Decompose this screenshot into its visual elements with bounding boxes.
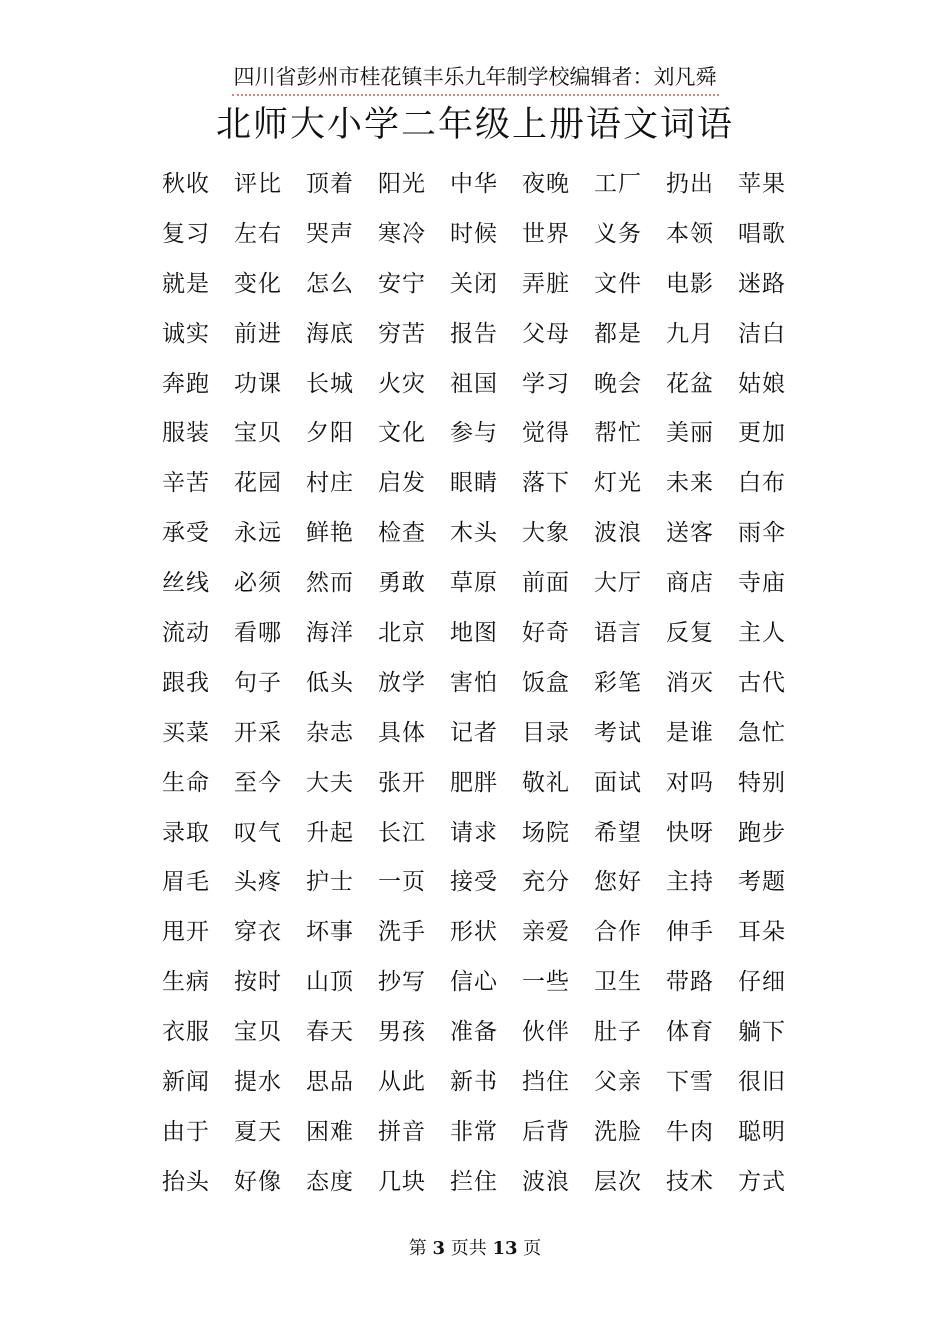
- vocabulary-word: 必须: [234, 570, 282, 597]
- vocabulary-word: 左右: [234, 220, 282, 247]
- footer-middle: 页共: [450, 1238, 487, 1259]
- vocabulary-word: 跟我: [162, 669, 210, 696]
- vocabulary-word: 承受: [162, 520, 210, 547]
- vocabulary-word: 抬头: [162, 1168, 210, 1195]
- vocabulary-word: 头疼: [234, 869, 282, 896]
- vocabulary-word: 顶着: [306, 171, 354, 197]
- vocabulary-word: 波浪: [594, 520, 642, 547]
- vocabulary-word: 饭盒: [522, 669, 570, 696]
- vocabulary-word: 学习: [522, 370, 570, 397]
- vocabulary-word: 时候: [450, 220, 498, 247]
- vocabulary-word: 很旧: [738, 1069, 786, 1096]
- vocabulary-word: 眼睛: [450, 470, 498, 497]
- vocabulary-word: 宝贝: [234, 1019, 282, 1046]
- vocabulary-word: 拦住: [450, 1168, 498, 1195]
- vocabulary-word: 更加: [738, 420, 786, 447]
- vocabulary-word: 伙伴: [522, 1019, 570, 1046]
- vocabulary-word: 害怕: [450, 669, 498, 696]
- vocabulary-word: 永远: [234, 520, 282, 547]
- word-list: [162, 160, 812, 1208]
- vocabulary-word: 检查: [378, 520, 426, 547]
- vocabulary-word: 春天: [306, 1019, 354, 1046]
- vocabulary-word: 参与: [450, 420, 498, 447]
- vocabulary-word: 大厅: [594, 570, 642, 597]
- vocabulary-word: 海洋: [306, 620, 354, 647]
- vocabulary-word: 考试: [594, 719, 642, 746]
- vocabulary-word: 姑娘: [738, 370, 786, 397]
- vocabulary-word: 句子: [234, 669, 282, 696]
- vocabulary-word: 穷苦: [378, 320, 426, 347]
- vocabulary-word: 苹果: [738, 171, 786, 197]
- vocabulary-word: 中华: [450, 171, 498, 197]
- vocabulary-word: 放学: [378, 669, 426, 696]
- document-header: [0, 62, 950, 96]
- vocabulary-word: 夏天: [234, 1118, 282, 1145]
- vocabulary-word: 怎么: [306, 270, 354, 297]
- vocabulary-word: 眉毛: [162, 869, 210, 896]
- vocabulary-word: 快呀: [666, 819, 714, 846]
- vocabulary-word: 灯光: [594, 470, 642, 497]
- vocabulary-word: 准备: [450, 1019, 498, 1046]
- vocabulary-word: 草原: [450, 570, 498, 597]
- vocabulary-word: 宝贝: [234, 420, 282, 447]
- vocabulary-word: 未来: [666, 470, 714, 497]
- vocabulary-word: 启发: [378, 470, 426, 497]
- vocabulary-word: 夜晚: [522, 171, 570, 197]
- vocabulary-word: 觉得: [522, 420, 570, 447]
- vocabulary-word: 按时: [234, 969, 282, 996]
- vocabulary-word: 敬礼: [522, 769, 570, 796]
- vocabulary-word: 抄写: [378, 969, 426, 996]
- vocabulary-word: 生命: [162, 769, 210, 796]
- vocabulary-word: 流动: [162, 620, 210, 647]
- vocabulary-word: 长城: [306, 370, 354, 397]
- vocabulary-word: 坏事: [306, 919, 354, 946]
- vocabulary-word: 帮忙: [594, 420, 642, 447]
- vocabulary-word: 文化: [378, 420, 426, 447]
- vocabulary-word: 北京: [378, 620, 426, 647]
- vocabulary-word: 记者: [450, 719, 498, 746]
- vocabulary-word: 勇敢: [378, 570, 426, 597]
- vocabulary-word: 鲜艳: [306, 520, 354, 547]
- vocabulary-word: 义务: [594, 220, 642, 247]
- vocabulary-word: 躺下: [738, 1019, 786, 1046]
- vocabulary-word: 大夫: [306, 769, 354, 796]
- vocabulary-word: 变化: [234, 270, 282, 297]
- vocabulary-word: 父亲: [594, 1069, 642, 1096]
- vocabulary-word: 彩笔: [594, 669, 642, 696]
- vocabulary-word: 牛肉: [666, 1118, 714, 1145]
- vocabulary-word: 至今: [234, 769, 282, 796]
- vocabulary-word: 下雪: [666, 1069, 714, 1096]
- vocabulary-word: 请求: [450, 819, 498, 846]
- vocabulary-word: 寒冷: [378, 220, 426, 247]
- vocabulary-word: 层次: [594, 1168, 642, 1195]
- vocabulary-word: 地图: [450, 620, 498, 647]
- vocabulary-word: 都是: [594, 320, 642, 347]
- vocabulary-word: 波浪: [522, 1168, 570, 1195]
- total-pages-number: 13: [492, 1238, 518, 1259]
- vocabulary-word: 后背: [522, 1118, 570, 1145]
- vocabulary-word: 低头: [306, 669, 354, 696]
- vocabulary-word: 肚子: [594, 1019, 642, 1046]
- vocabulary-word: 晚会: [594, 370, 642, 397]
- vocabulary-word: 困难: [306, 1118, 354, 1145]
- vocabulary-word: 山顶: [306, 969, 354, 996]
- vocabulary-word: 主持: [666, 869, 714, 896]
- vocabulary-word: 商店: [666, 570, 714, 597]
- vocabulary-word: 雨伞: [738, 520, 786, 547]
- footer-suffix: 页: [523, 1238, 542, 1259]
- vocabulary-word: 美丽: [666, 420, 714, 447]
- vocabulary-word: 杂志: [306, 719, 354, 746]
- page-title: 北师大小学二年级上册语文词语: [215, 105, 734, 145]
- vocabulary-word: 合作: [594, 919, 642, 946]
- vocabulary-word: 唱歌: [738, 220, 786, 247]
- vocabulary-word: 形状: [450, 919, 498, 946]
- vocabulary-word: 充分: [522, 869, 570, 896]
- vocabulary-word: 急忙: [738, 719, 786, 746]
- vocabulary-word: 穿衣: [234, 919, 282, 946]
- current-page-number: 3: [432, 1238, 445, 1259]
- vocabulary-word: 评比: [234, 171, 282, 197]
- vocabulary-word: 考题: [738, 869, 786, 896]
- vocabulary-word: 亲爱: [522, 919, 570, 946]
- vocabulary-word: 父母: [522, 320, 570, 347]
- vocabulary-word: 服装: [162, 420, 210, 447]
- vocabulary-word: 迷路: [738, 270, 786, 297]
- vocabulary-word: 丝线: [162, 570, 210, 597]
- vocabulary-word: 前进: [234, 320, 282, 347]
- vocabulary-word: 是谁: [666, 719, 714, 746]
- vocabulary-word: 功课: [234, 370, 282, 397]
- footer-prefix: 第: [408, 1238, 427, 1259]
- vocabulary-word: 生病: [162, 969, 210, 996]
- vocabulary-word: 哭声: [306, 220, 354, 247]
- vocabulary-word: 海底: [306, 320, 354, 347]
- vocabulary-word: 古代: [738, 669, 786, 696]
- vocabulary-word: 报告: [450, 320, 498, 347]
- vocabulary-word: 阳光: [378, 171, 426, 197]
- vocabulary-word: 场院: [522, 819, 570, 846]
- vocabulary-word: 挡住: [522, 1069, 570, 1096]
- vocabulary-word: 思品: [306, 1069, 354, 1096]
- page-footer: [0, 1235, 950, 1263]
- vocabulary-word: 扔出: [666, 171, 714, 197]
- vocabulary-word: 希望: [594, 819, 642, 846]
- vocabulary-word: 拼音: [378, 1118, 426, 1145]
- vocabulary-word: 主人: [738, 620, 786, 647]
- vocabulary-word: 体育: [666, 1019, 714, 1046]
- vocabulary-word: 肥胖: [450, 769, 498, 796]
- vocabulary-word: 夕阳: [306, 420, 354, 447]
- vocabulary-word: 花园: [234, 470, 282, 497]
- vocabulary-word: 耳朵: [738, 919, 786, 946]
- vocabulary-word: 新闻: [162, 1069, 210, 1096]
- vocabulary-word: 工厂: [594, 171, 642, 197]
- vocabulary-word: 花盆: [666, 370, 714, 397]
- vocabulary-word: 卫生: [594, 969, 642, 996]
- vocabulary-word: 您好: [594, 869, 642, 896]
- vocabulary-word: 世界: [522, 220, 570, 247]
- vocabulary-word: 跑步: [738, 819, 786, 846]
- vocabulary-word: 特别: [738, 769, 786, 796]
- vocabulary-word: 奔跑: [162, 370, 210, 397]
- vocabulary-word: 弄脏: [522, 270, 570, 297]
- vocabulary-word: 几块: [378, 1168, 426, 1195]
- vocabulary-word: 买菜: [162, 719, 210, 746]
- vocabulary-word: 长江: [378, 819, 426, 846]
- vocabulary-word: 洗脸: [594, 1118, 642, 1145]
- vocabulary-word: 本领: [666, 220, 714, 247]
- vocabulary-word: 聪明: [738, 1118, 786, 1145]
- vocabulary-word: 非常: [450, 1118, 498, 1145]
- vocabulary-word: 就是: [162, 270, 210, 297]
- vocabulary-word: 文件: [594, 270, 642, 297]
- vocabulary-word: 技术: [666, 1168, 714, 1195]
- vocabulary-word: 目录: [522, 719, 570, 746]
- vocabulary-word: 甩开: [162, 919, 210, 946]
- vocabulary-word: 然而: [306, 570, 354, 597]
- vocabulary-word: 反复: [666, 620, 714, 647]
- vocabulary-word: 伸手: [666, 919, 714, 946]
- vocabulary-word: 提水: [234, 1069, 282, 1096]
- vocabulary-word: 木头: [450, 520, 498, 547]
- vocabulary-word: 对吗: [666, 769, 714, 796]
- vocabulary-word: 复习: [162, 220, 210, 247]
- vocabulary-word: 送客: [666, 520, 714, 547]
- vocabulary-word: 秋收: [162, 171, 210, 197]
- vocabulary-word: 张开: [378, 769, 426, 796]
- vocabulary-word: 仔细: [738, 969, 786, 996]
- vocabulary-word: 祖国: [450, 370, 498, 397]
- vocabulary-word: 大象: [522, 520, 570, 547]
- vocabulary-word: 接受: [450, 869, 498, 896]
- vocabulary-word: 辛苦: [162, 470, 210, 497]
- vocabulary-word: 新书: [450, 1069, 498, 1096]
- vocabulary-word: 男孩: [378, 1019, 426, 1046]
- vocabulary-word: 录取: [162, 819, 210, 846]
- vocabulary-word: 一页: [378, 869, 426, 896]
- vocabulary-word: 面试: [594, 769, 642, 796]
- vocabulary-word: 开采: [234, 719, 282, 746]
- vocabulary-word: 带路: [666, 969, 714, 996]
- vocabulary-word: 方式: [738, 1168, 786, 1195]
- vocabulary-word: 语言: [594, 620, 642, 647]
- vocabulary-word: 看哪: [234, 620, 282, 647]
- vocabulary-word: 落下: [522, 470, 570, 497]
- vocabulary-word: 关闭: [450, 270, 498, 297]
- vocabulary-word: 洗手: [378, 919, 426, 946]
- vocabulary-word: 电影: [666, 270, 714, 297]
- vocabulary-word: 衣服: [162, 1019, 210, 1046]
- vocabulary-word: 从此: [378, 1069, 426, 1096]
- vocabulary-word: 好奇: [522, 620, 570, 647]
- vocabulary-word: 升起: [306, 819, 354, 846]
- vocabulary-word: 火灾: [378, 370, 426, 397]
- vocabulary-word: 村庄: [306, 470, 354, 497]
- vocabulary-word: 诚实: [162, 320, 210, 347]
- vocabulary-word: 由于: [162, 1118, 210, 1145]
- vocabulary-word: 叹气: [234, 819, 282, 846]
- vocabulary-word: 护士: [306, 869, 354, 896]
- vocabulary-word: 九月: [666, 320, 714, 347]
- header-text: 四川省彭州市桂花镇丰乐九年制学校编辑者：刘凡舜: [232, 62, 719, 96]
- vocabulary-word: 具体: [378, 719, 426, 746]
- vocabulary-word: 寺庙: [738, 570, 786, 597]
- vocabulary-word: 消灭: [666, 669, 714, 696]
- vocabulary-word: 前面: [522, 570, 570, 597]
- vocabulary-word: 态度: [306, 1168, 354, 1195]
- vocabulary-word: 洁白: [738, 320, 786, 347]
- vocabulary-word: 信心: [450, 969, 498, 996]
- vocabulary-word: 白布: [738, 470, 786, 497]
- vocabulary-word: 好像: [234, 1168, 282, 1195]
- vocabulary-word: 一些: [522, 969, 570, 996]
- vocabulary-word: 安宁: [378, 270, 426, 297]
